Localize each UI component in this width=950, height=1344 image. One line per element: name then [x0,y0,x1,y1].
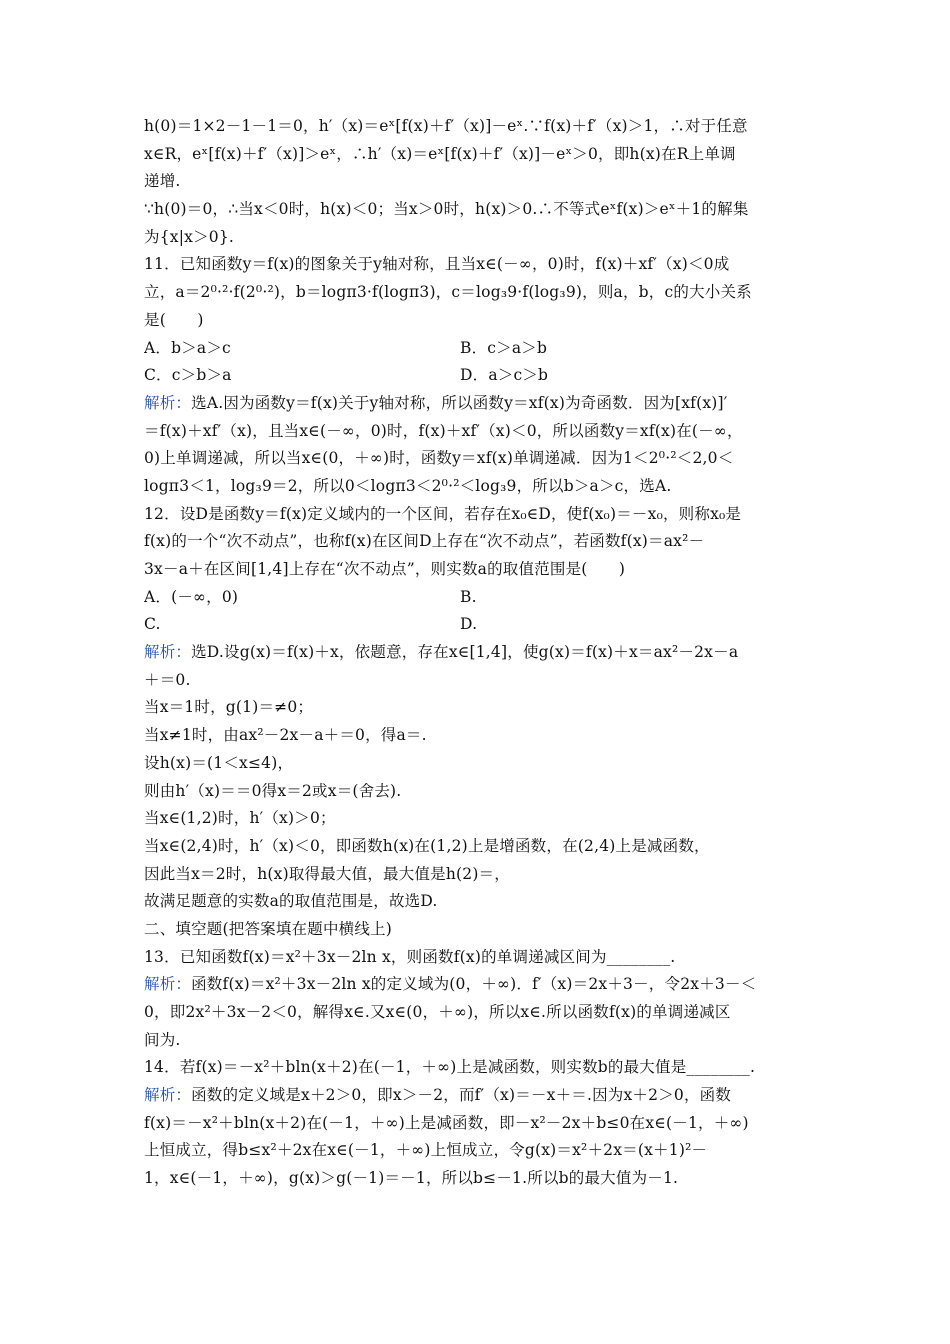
question-11-options-row [144,335,812,363]
solution-label: 解析： [144,1086,192,1105]
question-13-solution [144,971,812,999]
text-line: 1，x∈(－1，＋∞)，g(x)＞g(－1)＝－1，所以b≤－1.所以b的最大值为－1. [144,1169,679,1188]
text-line: 间为. [144,1030,181,1049]
text-line: 因此当x＝2时，h(x)取得最大值，最大值是h(2)＝， [144,864,510,883]
text-line: 当x＝1时，g(1)＝≠0； [144,698,314,717]
option-a: A．(－∞，0) [144,587,239,606]
option-c: C. [144,615,161,634]
solution-label: 解析： [144,393,192,412]
solution-text: 函数的定义域是x＋2＞0，即x＞－2，而f′（x)＝－x＋＝.因为x＋2＞0，函数 [191,1086,732,1105]
question-12-solution [144,639,812,667]
solution-text: 选D.设g(x)＝f(x)＋x，依题意，存在x∈[1,4]，使g(x)＝f(x)＋x＝ax²－2x－a [191,643,739,662]
option-a: A．b＞a＞c [144,338,231,357]
text-line: 故满足题意的实数a的取值范围是，故选D. [144,892,438,911]
question-12-stem: f(x)的一个“次不动点”，也称f(x)在区间D上存在“次不动点”，若函数f(x)＝ax²－ [144,532,705,551]
text-line: ＝f(x)＋xf′（x)，且当x∈(－∞，0)时，f(x)＋xf′（x)＜0，所以函数y＝xf(x)在(－∞， [144,421,743,440]
text-line: 当x∈(2,4)时，h′（x)＜0，即函数h(x)在(1,2)上是增函数，在(2,4)上是减函数， [144,836,710,855]
question-12-options-row [144,584,812,612]
text-line: 设h(x)＝(1＜x≤4)， [144,753,294,772]
text-line: 上恒成立，得b≤x²＋2x在x∈(－1，＋∞)上恒成立，令g(x)＝x²＋2x＝(x＋1)²－ [144,1141,708,1160]
solution-label: 解析： [144,975,192,994]
text-line: ＋＝0. [144,670,191,689]
text-line: ∵h(0)＝0，∴当x＜0时，h(x)＜0；当x＞0时，h(x)＞0.∴不等式eˣf(x)＞eˣ＋1的解集 [144,200,749,219]
option-d: D. [460,615,478,634]
text-line: x∈R，eˣ[f(x)＋f′（x)]＞eˣ，∴h′（x)＝eˣ[f(x)＋f′（x)]－eˣ＞0，即h(x)在R上单调 [144,144,736,163]
document-page [144,113,812,1193]
solution-text: 函数f(x)＝x²＋3x－2ln x的定义域为(0，＋∞)．f′（x)＝2x＋3－，令2x＋3－＜ [191,975,757,994]
question-11-stem: 11．已知函数y＝f(x)的图象关于y轴对称，且当x∈(－∞，0)时，f(x)＋xf′（x)＜0成 [144,255,730,274]
option-d: D．a＞c＞b [460,366,549,385]
text-line: 则由h′（x)＝＝0得x＝2或x＝(舍去). [144,781,402,800]
section-heading: 二、填空题(把答案填在题中横线上) [144,919,392,938]
text-line: 递增. [144,172,181,191]
question-14-solution [144,1082,812,1110]
option-b: B．c＞a＞b [460,338,548,357]
solution-label: 解析： [144,643,192,662]
question-13-stem: 13．已知函数f(x)＝x²＋3x－2ln x，则函数f(x)的单调递减区间为________. [144,947,676,966]
question-11-stem: 是( ) [144,310,204,329]
text-line: f(x)＝－x²＋bln(x＋2)在(－1，＋∞)上是减函数，即－x²－2x＋b≤0在x∈(－1，＋∞) [144,1113,749,1132]
solution-text: 选A.因为函数y＝f(x)关于y轴对称，所以函数y＝xf(x)为奇函数．因为[xf(x)]′ [191,393,728,412]
question-12-options-row [144,611,812,639]
text-line: 0，即2x²＋3x－2＜0，解得x∈.又x∈(0，＋∞)，所以x∈.所以函数f(x)的单调递减区 [144,1003,731,1021]
question-11-solution [144,390,812,418]
question-14-stem: 14．若f(x)＝－x²＋bln(x＋2)在(－1，＋∞)上是减函数，则实数b的最大值是________. [144,1058,756,1077]
text-line: 当x∈(1,2)时，h′（x)＞0； [144,809,336,828]
question-12-stem: 12．设D是函数y＝f(x)定义域内的一个区间，若存在x₀∈D，使f(x₀)＝－x₀，则称x₀是 [144,504,742,523]
question-11-stem: 立，a＝2⁰·²·f(2⁰·²)，b＝logπ3·f(logπ3)，c＝log₃9·f(log₃9)，则a，b，c的大小关系 [144,283,752,302]
option-b: B. [460,587,477,606]
question-12-stem: 3x－a＋在区间[1,4]上存在“次不动点”，则实数a的取值范围是( ) [144,560,626,578]
option-c: C．c＞b＞a [144,366,232,385]
text-line: 0)上单调递减，所以当x∈(0，＋∞)时，函数y＝xf(x)单调递减．因为1＜2⁰·²＜2,0＜ [144,449,734,468]
text-line: h(0)＝1×2－1－1＝0，h′（x)＝eˣ[f(x)＋f′（x)]－eˣ.∵f(x)＋f′（x)＞1，∴对于任意 [144,117,748,135]
text-line: logπ3＜1，log₃9＝2，所以0＜logπ3＜2⁰·²＜log₃9，所以b＞a＞c，选A. [144,476,672,495]
text-line: 为{x|x＞0}. [144,227,235,246]
text-line: 当x≠1时，由ax²－2x－a＋＝0，得a＝. [144,726,427,745]
question-11-options-row [144,362,812,390]
